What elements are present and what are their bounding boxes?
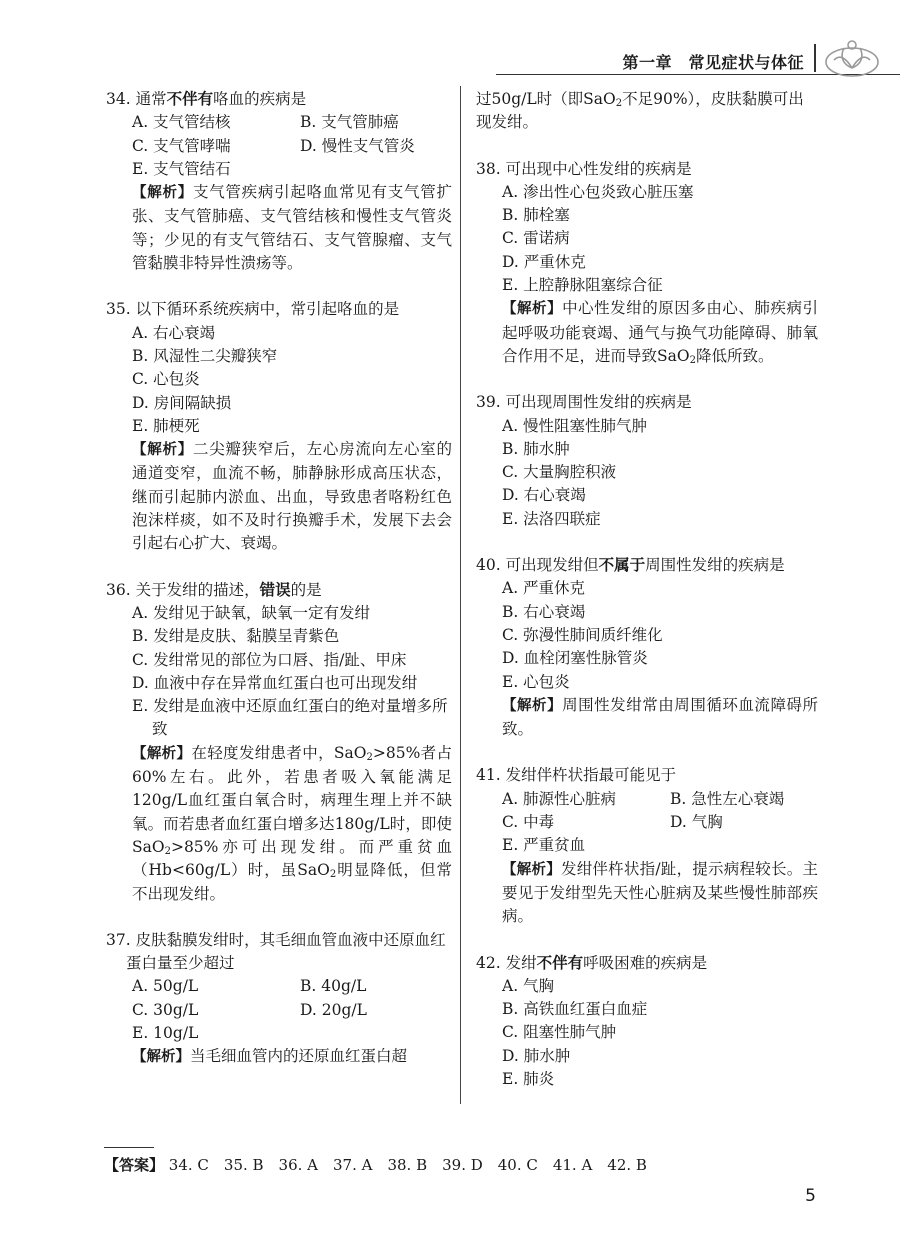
- option-a: A. 气胸: [502, 976, 555, 995]
- options: [476, 788, 818, 858]
- header-divider: [814, 44, 816, 72]
- option-d: D. 血栓闭塞性脉管炎: [502, 649, 648, 668]
- page-number: 5: [805, 1186, 816, 1206]
- option-e: E. 严重贫血: [502, 836, 586, 855]
- question-39: [476, 391, 818, 531]
- right-column: [476, 88, 818, 1091]
- options: [106, 111, 452, 181]
- option-e: E. 肺梗死: [132, 416, 200, 435]
- option-d: D. 气胸: [670, 813, 723, 832]
- option-a: A. 支气管结核: [132, 113, 231, 132]
- question-stem: 40. 可出现发绀但不属于周围性发绀的疾病是: [476, 556, 785, 575]
- question-42: [476, 952, 818, 1092]
- question-41: [476, 764, 818, 928]
- option-e: E. 发绀是血液中还原血红蛋白的绝对量增多所致: [132, 697, 448, 739]
- left-column: [106, 88, 452, 1070]
- option-c: C. 弥漫性肺间质纤维化: [502, 625, 663, 644]
- options: [476, 415, 818, 531]
- answer-key-text: 34. C 35. B 36. A 37. A 38. B 39. D 40. C 41. A 42. B: [168, 1156, 647, 1174]
- explanation: 【解析】二尖瓣狭窄后，左心房流向左心室的通道变窄，血流不畅，肺静脉形成高压状态，继而引起肺内淤血、出血，导致患者咯粉红色泡沫样痰，如不及时行换瓣手术，发展下去会引起右心扩大、衰竭。: [132, 440, 452, 553]
- option-c: C. 雷诺病: [502, 229, 570, 248]
- option-a: A. 右心衰竭: [132, 323, 216, 342]
- question-stem: 42. 发绀不伴有呼吸困难的疾病是: [476, 953, 708, 972]
- option-e: E. 法洛四联症: [502, 509, 601, 528]
- question-stem: 35. 以下循环系统疾病中，常引起咯血的是: [106, 300, 400, 319]
- explanation-37-continued: 过50g/L时（即SaO$_2$不足90%），皮肤黏膜可出现发绀。: [476, 90, 804, 132]
- option-d: D. 房间隔缺损: [132, 393, 232, 412]
- explanation: 【解析】发绀伴杵状指/趾，提示病程较长。主要见于发绀型先天性心脏病及某些慢性肺部疾病。: [502, 859, 818, 926]
- option-e: E. 心包炎: [502, 672, 570, 691]
- question-stem: 39. 可出现周围性发绀的疾病是: [476, 393, 692, 412]
- question-stem: 41. 发绀伴杵状指最可能见于: [476, 766, 677, 785]
- answer-key: [104, 1154, 647, 1175]
- option-b: B. 急性左心衰竭: [670, 789, 785, 808]
- explanation: 【解析】中心性发绀的原因多由心、肺疾病引起呼吸功能衰竭、通气与换气功能障碍、肺氧合作用不足，进而导致SaO$_2$降低所致。: [502, 299, 818, 366]
- option-d: D. 肺水肿: [502, 1046, 571, 1065]
- option-a: A. 严重休克: [502, 579, 586, 598]
- option-c: C. 中毒: [502, 813, 555, 832]
- option-e: E. 上腔静脉阻塞综合征: [502, 276, 663, 295]
- question-stem: 36. 关于发绀的描述，错误的是: [106, 580, 322, 599]
- answers-rule: [104, 1147, 154, 1148]
- question-stem: 37. 皮肤黏膜发绀时，其毛细血管血液中还原血红蛋白量至少超过: [106, 930, 446, 973]
- option-a: A. 50g/L: [132, 977, 199, 996]
- option-b: B. 肺水肿: [502, 439, 570, 458]
- option-b: B. 右心衰竭: [502, 602, 586, 621]
- page-header: [0, 0, 900, 84]
- explanation: 【解析】当毛细血管内的还原血红蛋白超: [132, 1047, 408, 1066]
- option-d: D. 血液中存在异常血红蛋白也可出现发绀: [132, 673, 418, 692]
- option-d: D. 严重休克: [502, 252, 586, 271]
- explanation: 【解析】支气管疾病引起咯血常见有支气管扩张、支气管肺癌、支气管结核和慢性支气管炎等；少见的有支气管结石、支气管腺瘤、支气管黏膜非特异性溃疡等。: [132, 183, 452, 273]
- option-c: C. 30g/L: [132, 1000, 199, 1019]
- option-b: B. 肺栓塞: [502, 206, 570, 225]
- publisher-logo-icon: [822, 34, 882, 80]
- option-e: E. 肺炎: [502, 1069, 555, 1088]
- options: [476, 181, 818, 297]
- option-b: B. 发绀是皮肤、黏膜呈青紫色: [132, 627, 340, 646]
- options: [106, 602, 452, 742]
- question-40: [476, 554, 818, 741]
- question-37: [106, 929, 452, 1070]
- question-stem: 34. 通常不伴有咯血的疾病是: [106, 90, 307, 108]
- options: [476, 577, 818, 693]
- option-b: B. 风湿性二尖瓣狭窄: [132, 346, 278, 365]
- option-b: B. 高铁血红蛋白血症: [502, 1000, 648, 1019]
- option-c: C. 支气管哮喘: [132, 136, 231, 155]
- option-d: D. 20g/L: [300, 1000, 367, 1019]
- options: [106, 322, 452, 438]
- option-c: C. 大量胸腔积液: [502, 463, 617, 482]
- option-a: A. 慢性阻塞性肺气肿: [502, 416, 648, 435]
- option-c: C. 心包炎: [132, 370, 200, 389]
- option-a: A. 渗出性心包炎致心脏压塞: [502, 182, 694, 201]
- option-e: E. 10g/L: [132, 1023, 199, 1042]
- question-38: [476, 158, 818, 369]
- answer-key-label: 【答案】: [104, 1156, 165, 1174]
- option-c: C. 发绀常见的部位为口唇、指/趾、甲床: [132, 650, 407, 669]
- option-b: B. 40g/L: [300, 977, 367, 996]
- option-c: C. 阻塞性肺气肿: [502, 1023, 617, 1042]
- chapter-title: 第一章 常见症状与体征: [622, 53, 804, 72]
- question-35: [106, 298, 452, 555]
- options: [476, 975, 818, 1091]
- explanation: 【解析】周围性发绀常由周围循环血流障碍所致。: [502, 695, 818, 739]
- column-divider: [460, 86, 461, 1104]
- option-a: A. 发绀见于缺氧，缺氧一定有发绀: [132, 603, 371, 622]
- question-36: [106, 579, 452, 906]
- option-d: D. 慢性支气管炎: [300, 136, 415, 155]
- options: [106, 975, 452, 1045]
- option-d: D. 右心衰竭: [502, 486, 586, 505]
- question-34: [106, 88, 452, 275]
- option-a: A. 肺源性心脏病: [502, 789, 617, 808]
- option-e: E. 支气管结石: [132, 159, 231, 178]
- question-stem: 38. 可出现中心性发绀的疾病是: [476, 159, 692, 178]
- explanation: 【解析】在轻度发绀患者中，SaO$_2$>85%者占60%左右。此外，若患者吸入氧能满足120g/L血红蛋白氧合时，病理生理上并不缺氧。而若患者血红蛋白增多达180g/L时，即使SaO$_2$>85%亦可出现发绀。而严重贫血（Hb<60g/L）时，虽SaO$_2$明显降低，但常不出现发绀。: [132, 743, 452, 903]
- option-b: B. 支气管肺癌: [300, 113, 399, 132]
